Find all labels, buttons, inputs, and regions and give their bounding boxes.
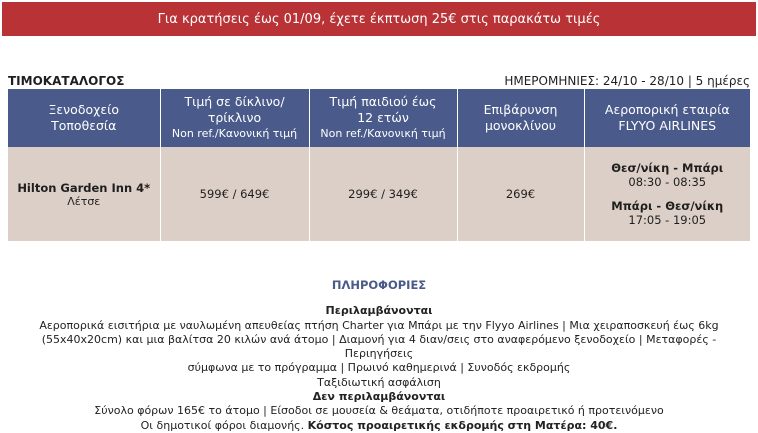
excursion-cost: Κόστος προαιρετικής εκδρομής στη Ματέρα: 40€. <box>307 418 618 432</box>
header-hotel: Ξενοδοχείο Τοποθεσία <box>8 89 160 147</box>
cell-flights <box>584 147 750 241</box>
return-time: 17:05 - 19:05 <box>628 213 707 227</box>
price-table <box>8 89 750 241</box>
included-line: Αεροπορικά εισιτήρια με ναυλωμένη απευθείας πτήση Charter για Μπάρι με την Flyyo Airlines | Μια χειραποσκευή έως 6kg <box>39 318 719 332</box>
cell-double-price: 599€ / 649€ <box>160 147 309 241</box>
info-section <box>8 278 750 433</box>
info-title: ΠΛΗΡΟΦΟΡΙΕΣ <box>331 278 427 292</box>
excluded-line-last <box>8 419 750 433</box>
header-child-price: Τιμή παιδιού έως 12 ετών Non ref./Κανονική τιμή <box>309 89 457 147</box>
included-heading: Περιλαμβάνονται <box>325 304 433 318</box>
pricelist-header <box>8 70 750 88</box>
excluded-heading: Δεν περιλαμβάνονται <box>312 390 446 404</box>
header-airline: Αεροπορική εταιρία FLYYO AIRLINES <box>584 89 750 147</box>
hotel-name: Hilton Garden Inn 4* <box>17 180 151 195</box>
header-single-supplement: Επιβάρυνση μονοκλίνου <box>457 89 584 147</box>
included-line: σύμφωνα με το πρόγραμμα | Πρωινό καθημερινά | Συνοδός εκδρομής <box>187 361 571 375</box>
outbound-time: 08:30 - 08:35 <box>628 175 707 189</box>
discount-banner-text: Για κρατήσεις έως 01/09, έχετε έκπτωση 25€ στις παρακάτω τιμές <box>157 11 601 27</box>
discount-banner <box>2 2 756 36</box>
header-double-price: Τιμή σε δίκλινο/ τρίκλινο Non ref./Κανονική τιμή <box>160 89 309 147</box>
dates-label: ΗΜΕΡΟΜΗΝΙΕΣ: 24/10 - 28/10 | 5 ημέρες <box>504 74 750 88</box>
cell-single-supplement: 269€ <box>457 147 584 241</box>
return-route: Μπάρι - Θεσ/νίκη <box>611 199 724 213</box>
hotel-location: Λέτσε <box>67 194 101 208</box>
excluded-line-plain: Οι δημοτικοί φόροι διαμονής. <box>140 418 308 432</box>
table-header-row <box>8 89 750 147</box>
outbound-route: Θεσ/νίκη - Μπάρι <box>611 161 724 175</box>
included-line: Ταξιδιωτική ασφάλιση <box>317 375 441 389</box>
excluded-line: Σύνολο φόρων 165€ το άτομο | Είσοδοι σε μουσεία & θεάματα, οτιδήποτε προαιρετικό ή προτεινόμενο <box>94 404 664 418</box>
included-line: (55x40x20cm) και μια βαλίτσα 20 κιλών ανά άτομο | Διαμονή για 4 διαν/σεις στο αναφερόμενο ξενοδοχείο | Μεταφορές - Περιηγήσεις <box>41 332 717 361</box>
pricelist-title: ΤΙΜΟΚΑΤΑΛΟΓΟΣ <box>8 74 125 88</box>
cell-hotel <box>8 147 160 241</box>
table-row <box>8 147 750 241</box>
cell-child-price: 299€ / 349€ <box>309 147 457 241</box>
